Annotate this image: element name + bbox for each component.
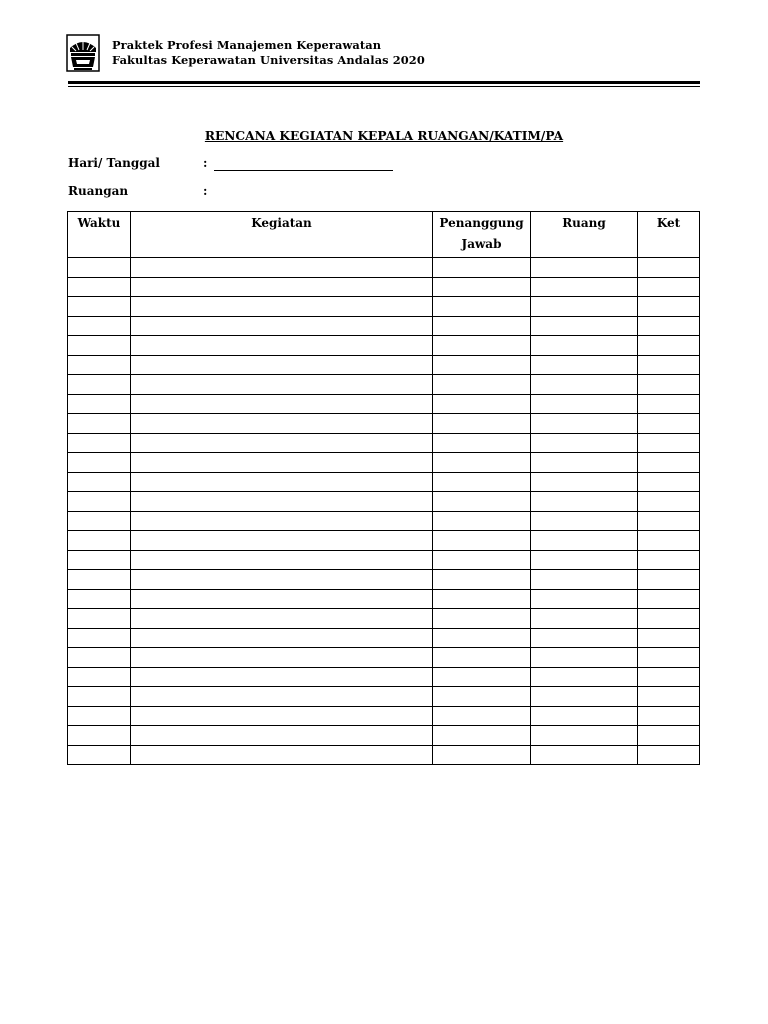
- table-row-divider: [68, 374, 699, 375]
- document-title: RENCANA KEGIATAN KEPALA RUANGAN/KATIM/PA: [204, 129, 564, 143]
- table-row-divider: [68, 355, 699, 356]
- col-header-waktu: Waktu: [77, 216, 121, 230]
- table-row-divider: [68, 452, 699, 453]
- room-colon: :: [203, 184, 208, 198]
- date-label: Hari/ Tanggal: [68, 156, 160, 170]
- table-row-divider: [68, 628, 699, 629]
- col-divider: [530, 212, 531, 764]
- table-row-divider: [68, 472, 699, 473]
- university-logo: [66, 34, 100, 72]
- table-row-divider: [68, 335, 699, 336]
- col-header-jawab: Jawab: [461, 237, 502, 251]
- table-row-divider: [68, 686, 699, 687]
- col-header-kegiatan: Kegiatan: [251, 216, 312, 230]
- table-row-divider: [68, 394, 699, 395]
- institution-faculty: Fakultas Keperawatan Universitas Andalas 2020: [112, 53, 425, 67]
- col-divider: [130, 212, 131, 764]
- table-row-divider: [68, 647, 699, 648]
- table-row-divider: [68, 491, 699, 492]
- date-colon: :: [203, 156, 208, 170]
- col-divider: [637, 212, 638, 764]
- date-fill-line[interactable]: [214, 170, 393, 171]
- table-row-divider: [68, 706, 699, 707]
- table-row-divider: [68, 511, 699, 512]
- table-row-divider: [68, 569, 699, 570]
- table-row-divider: [68, 413, 699, 414]
- col-header-penanggung-jawab: [433, 213, 530, 255]
- institution-program: Praktek Profesi Manajemen Keperawatan: [112, 38, 382, 52]
- table-row-divider: [68, 530, 699, 531]
- col-divider: [432, 212, 433, 764]
- table-row-divider: [68, 296, 699, 297]
- table-row-divider: [68, 589, 699, 590]
- table-row-divider: [68, 608, 699, 609]
- activity-table: [67, 211, 700, 765]
- col-header-ruang: Ruang: [562, 216, 606, 230]
- header-rule-thin: [68, 86, 700, 87]
- header-rule-thick: [68, 81, 700, 84]
- col-header-penanggung: Penanggung: [439, 216, 524, 230]
- table-row-divider: [68, 277, 699, 278]
- table-row-divider: [68, 550, 699, 551]
- table-row-divider: [68, 725, 699, 726]
- table-row-divider: [68, 745, 699, 746]
- table-row-divider: [68, 316, 699, 317]
- document-header: [66, 34, 700, 74]
- room-label: Ruangan: [68, 184, 129, 198]
- header-row-divider: [68, 257, 699, 258]
- table-row-divider: [68, 667, 699, 668]
- table-row-divider: [68, 433, 699, 434]
- col-header-ket: Ket: [656, 216, 681, 230]
